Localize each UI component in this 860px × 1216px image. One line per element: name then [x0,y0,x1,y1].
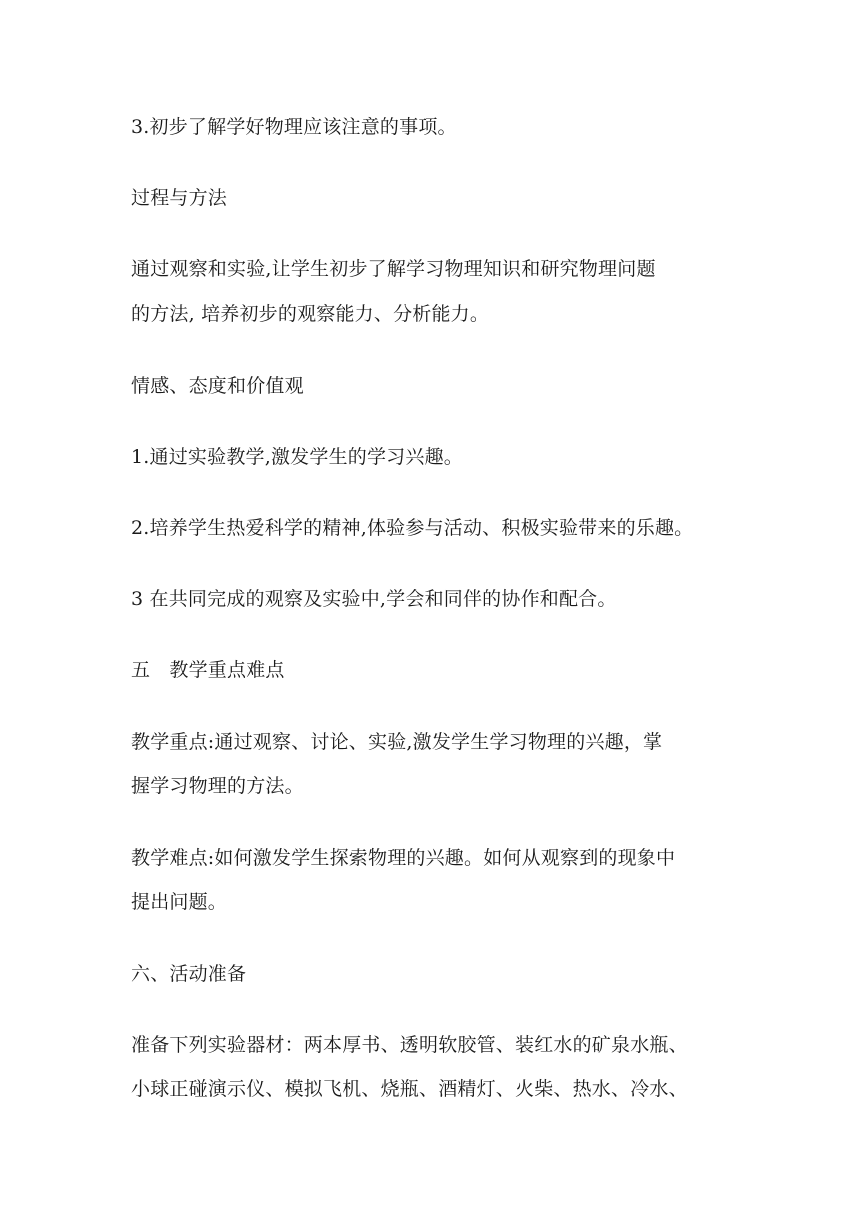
emotion-item-3: 3 在共同完成的观察及实验中,学会和同伴的协作和配合。 [131,588,617,610]
emotion-item-2: 2.培养学生热爱科学的精神,体验参与活动、积极实验带来的乐趣。 [131,517,694,539]
materials-line-1: 准备下列实验器材：两本厚书、透明软胶管、装红水的矿泉水瓶、 [131,1034,688,1056]
process-paragraph-line-1: 通过观察和实验,让学生初步了解学习物理知识和研究物理问题 [131,258,656,280]
materials-line-2: 小球正碰演示仪、模拟飞机、烧瓶、酒精灯、火柴、热水、冷水、 [131,1078,688,1100]
process-paragraph-line-2: 的方法, 培养初步的观察能力、分析能力。 [131,303,490,325]
section-heading-emotion-values: 情感、态度和价值观 [131,375,304,397]
key-point-line-1: 教学重点:通过观察、讨论、实验,激发学生学习物理的兴趣，掌 [131,731,663,753]
key-point-line-2: 握学习物理的方法。 [131,775,304,797]
difficulty-line-1: 教学难点:如何激发学生探索物理的兴趣。如何从观察到的现象中 [131,847,676,869]
section-heading-key-points: 五 教学重点难点 [131,659,285,681]
difficulty-line-2: 提出问题。 [131,891,228,913]
goal-item-3: 3.初步了解学好物理应该注意的事项。 [131,116,457,138]
section-heading-activity-prep: 六、活动准备 [131,963,247,985]
emotion-item-1: 1.通过实验教学,激发学生的学习兴趣。 [131,446,463,468]
section-heading-process-method: 过程与方法 [131,187,228,209]
